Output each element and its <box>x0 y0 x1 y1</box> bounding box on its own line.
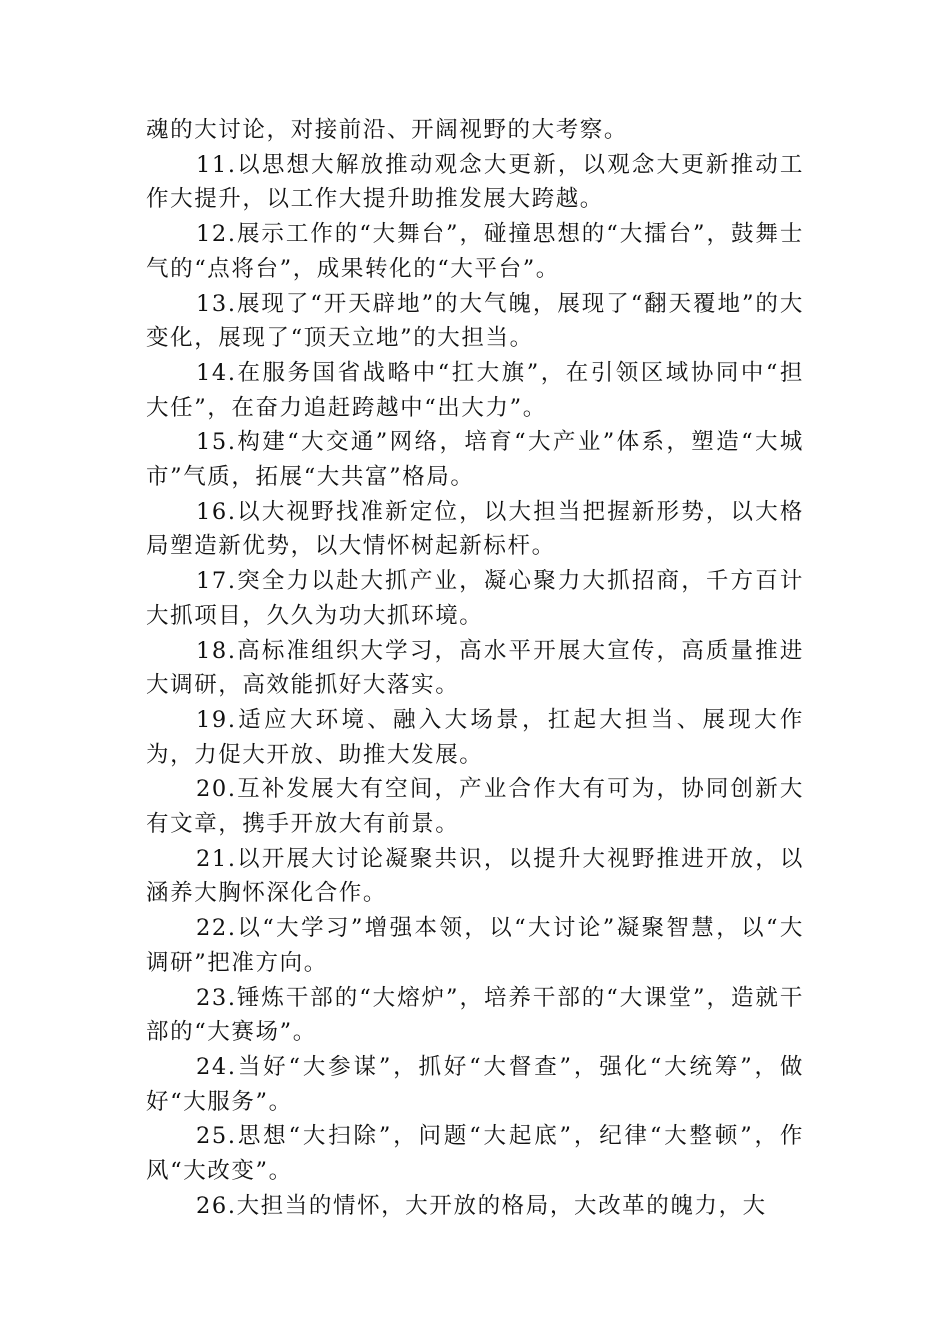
paragraph: 20.互补发展大有空间，产业合作大有可为，协同创新大有文章，携手开放大有前景。 <box>146 776 804 838</box>
paragraph: 15.构建“大交通”网络，培育“大产业”体系，塑造“大城市”气质，拓展“大共富”格局。 <box>146 429 804 491</box>
paragraph: 17.突全力以赴大抓产业，凝心聚力大抓招商，千方百计大抓项目，久久为功大抓环境。 <box>146 568 804 629</box>
paragraph: 24.当好“大参谋”，抓好“大督查”，强化“大统筹”，做好“大服务”。 <box>146 1053 804 1115</box>
paragraph: 魂的大讨论，对接前沿、开阔视野的大考察。 <box>146 117 629 143</box>
paragraph: 13.展现了“开天辟地”的大气魄，展现了“翻天覆地”的大变化，展现了“顶天立地”的大担当。 <box>146 290 804 352</box>
paragraph: 18.高标准组织大学习，高水平开展大宣传，高质量推进大调研，高效能抓好大落实。 <box>146 637 804 699</box>
document-body <box>146 113 804 1224</box>
paragraph: 26.大担当的情怀，大开放的格局，大改革的魄力，大 <box>196 1192 767 1219</box>
paragraph: 12.展示工作的“大舞台”，碰撞思想的“大擂台”，鼓舞士气的“点将台”，成果转化的“大平台”。 <box>146 221 804 282</box>
paragraph: 11.以思想大解放推动观念大更新，以观念大更新推动工作大提升，以工作大提升助推发展大跨越。 <box>146 151 804 213</box>
paragraph: 21.以开展大讨论凝聚共识，以提升大视野推进开放，以涵养大胸怀深化合作。 <box>146 845 804 907</box>
paragraph: 22.以“大学习”增强本领，以“大讨论”凝聚智慧，以“大调研”把准方向。 <box>146 915 804 976</box>
paragraph: 16.以大视野找准新定位，以大担当把握新形势，以大格局塑造新优势，以大情怀树起新标杆。 <box>146 498 804 560</box>
paragraph: 14.在服务国省战略中“扛大旗”，在引领区域协同中“担大任”，在奋力追赶跨越中“出大力”。 <box>146 359 804 421</box>
paragraph: 25.思想“大扫除”，问题“大起底”，纪律“大整顿”，作风“大改变”。 <box>146 1123 804 1185</box>
paragraph: 23.锤炼干部的“大熔炉”，培养干部的“大课堂”，造就干部的“大赛场”。 <box>146 984 804 1046</box>
paragraph: 19.适应大环境、融入大场景，扛起大担当、展现大作为，力促大开放、助推大发展。 <box>146 706 804 768</box>
